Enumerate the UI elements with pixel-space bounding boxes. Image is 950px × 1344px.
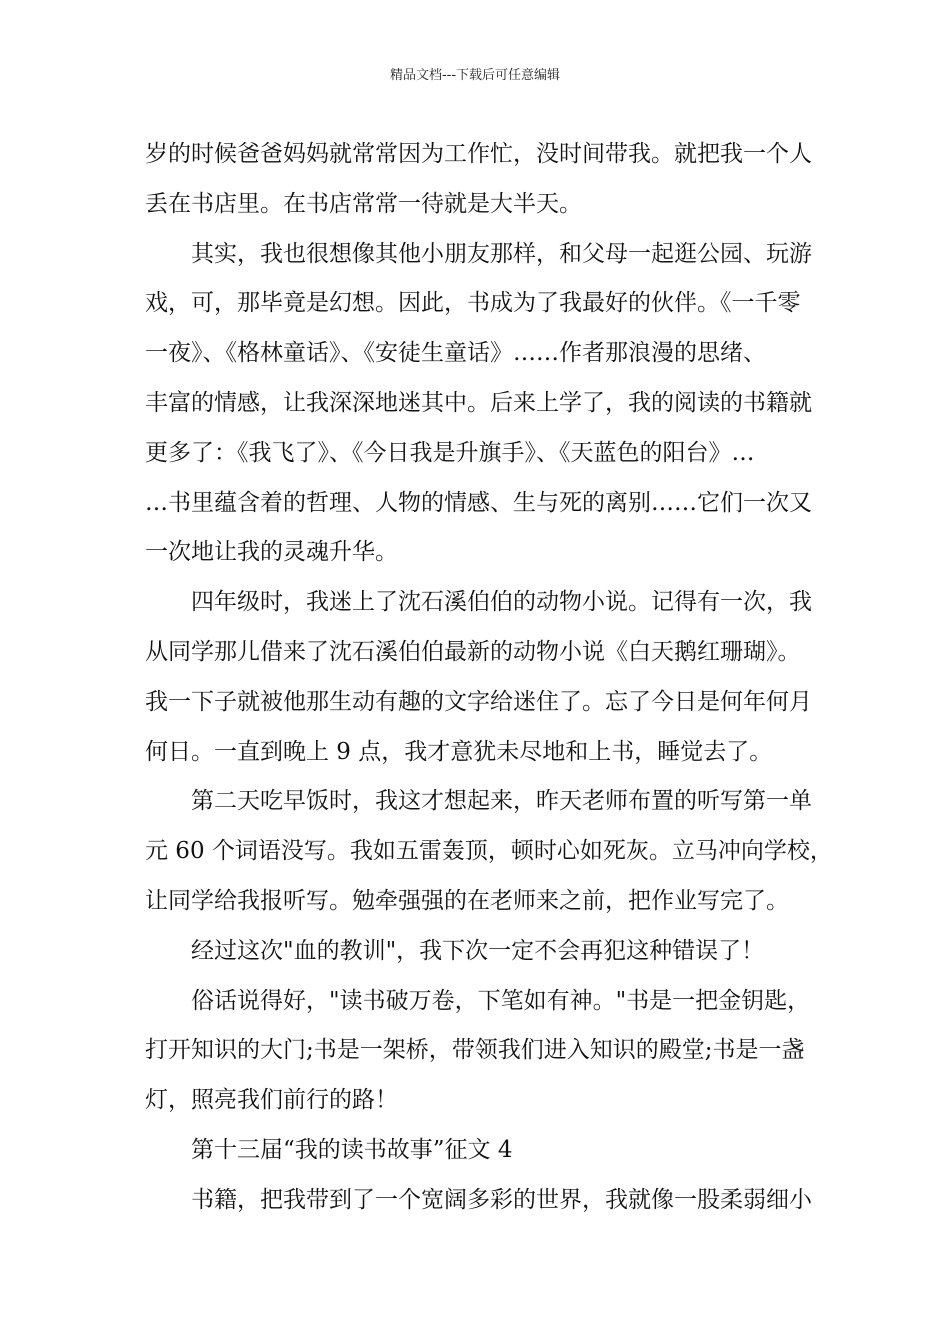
text-line: 打开知识的大门;书是一架桥，带领我们进入知识的殿堂;书是一盏 (145, 1037, 805, 1064)
text-line: 书籍，把我带到了一个宽阔多彩的世界，我就像一股柔弱细小 (191, 1186, 812, 1213)
text-line: 我一下子就被他那生动有趣的文字给迷住了。忘了今日是何年何月 (145, 688, 812, 715)
text-line: 第二天吃早饭时，我这才想起来，昨天老师布置的听写第一单 (191, 788, 812, 815)
text-line: 经过这次"血的教训"，我下次一定不会再犯这种错误了！ (191, 937, 765, 964)
text-line: 一夜》、《格林童话》、《安徒生童话》……作者那浪漫的思绪、 (145, 340, 766, 367)
text-line: 更多了：《我飞了》、《今日我是升旗手》、《天蓝色的阳台》… (145, 439, 755, 466)
text-line: 其实，我也很想像其他小朋友那样，和父母一起逛公园、玩游 (191, 240, 812, 267)
text-line: 何日。一直到晚上 9 点，我才意犹未尽地和上书，睡觉去了。 (145, 738, 773, 765)
body-text (145, 130, 833, 1226)
text-line: 俗话说得好，"读书破万卷，下笔如有神。"书是一把金钥匙， (191, 987, 811, 1014)
text-line: 丢在书店里。在书店常常一待就是大半天。 (145, 190, 582, 217)
text-line: 让同学给我报听写。勉牵强强的在老师来之前，把作业写完了。 (145, 887, 789, 914)
text-line: …书里蕴含着的哲理、人物的情感、生与死的离别……它们一次又 (145, 489, 812, 516)
text-line: 第十三届“我的读书故事”征文 4 (191, 1136, 513, 1163)
text-line: 一次地让我的灵魂升华。 (145, 539, 398, 566)
text-line: 岁的时候爸爸妈妈就常常因为工作忙，没时间带我。就把我一个人 (145, 141, 812, 167)
text-line: 四年级时，我迷上了沈石溪伯伯的动物小说。记得有一次，我 (191, 589, 812, 616)
text-line: 丰富的情感，让我深深地迷其中。后来上学了，我的阅读的书籍就 (145, 389, 812, 416)
page-header: 精品文档---下载后可任意编辑 (389, 68, 561, 83)
text-line: 戏，可，那毕竟是幻想。因此，书成为了我最好的伙伴。《一千零 (145, 290, 801, 317)
text-line: 元 60 个词语没写。我如五雷轰顶，顿时心如死灰。立马冲向学校， (145, 838, 833, 865)
text-line: 从同学那儿借来了沈石溪伯伯最新的动物小说《白天鹅红珊瑚》。 (145, 638, 801, 665)
text-line: 灯，照亮我们前行的路！ (145, 1087, 398, 1114)
